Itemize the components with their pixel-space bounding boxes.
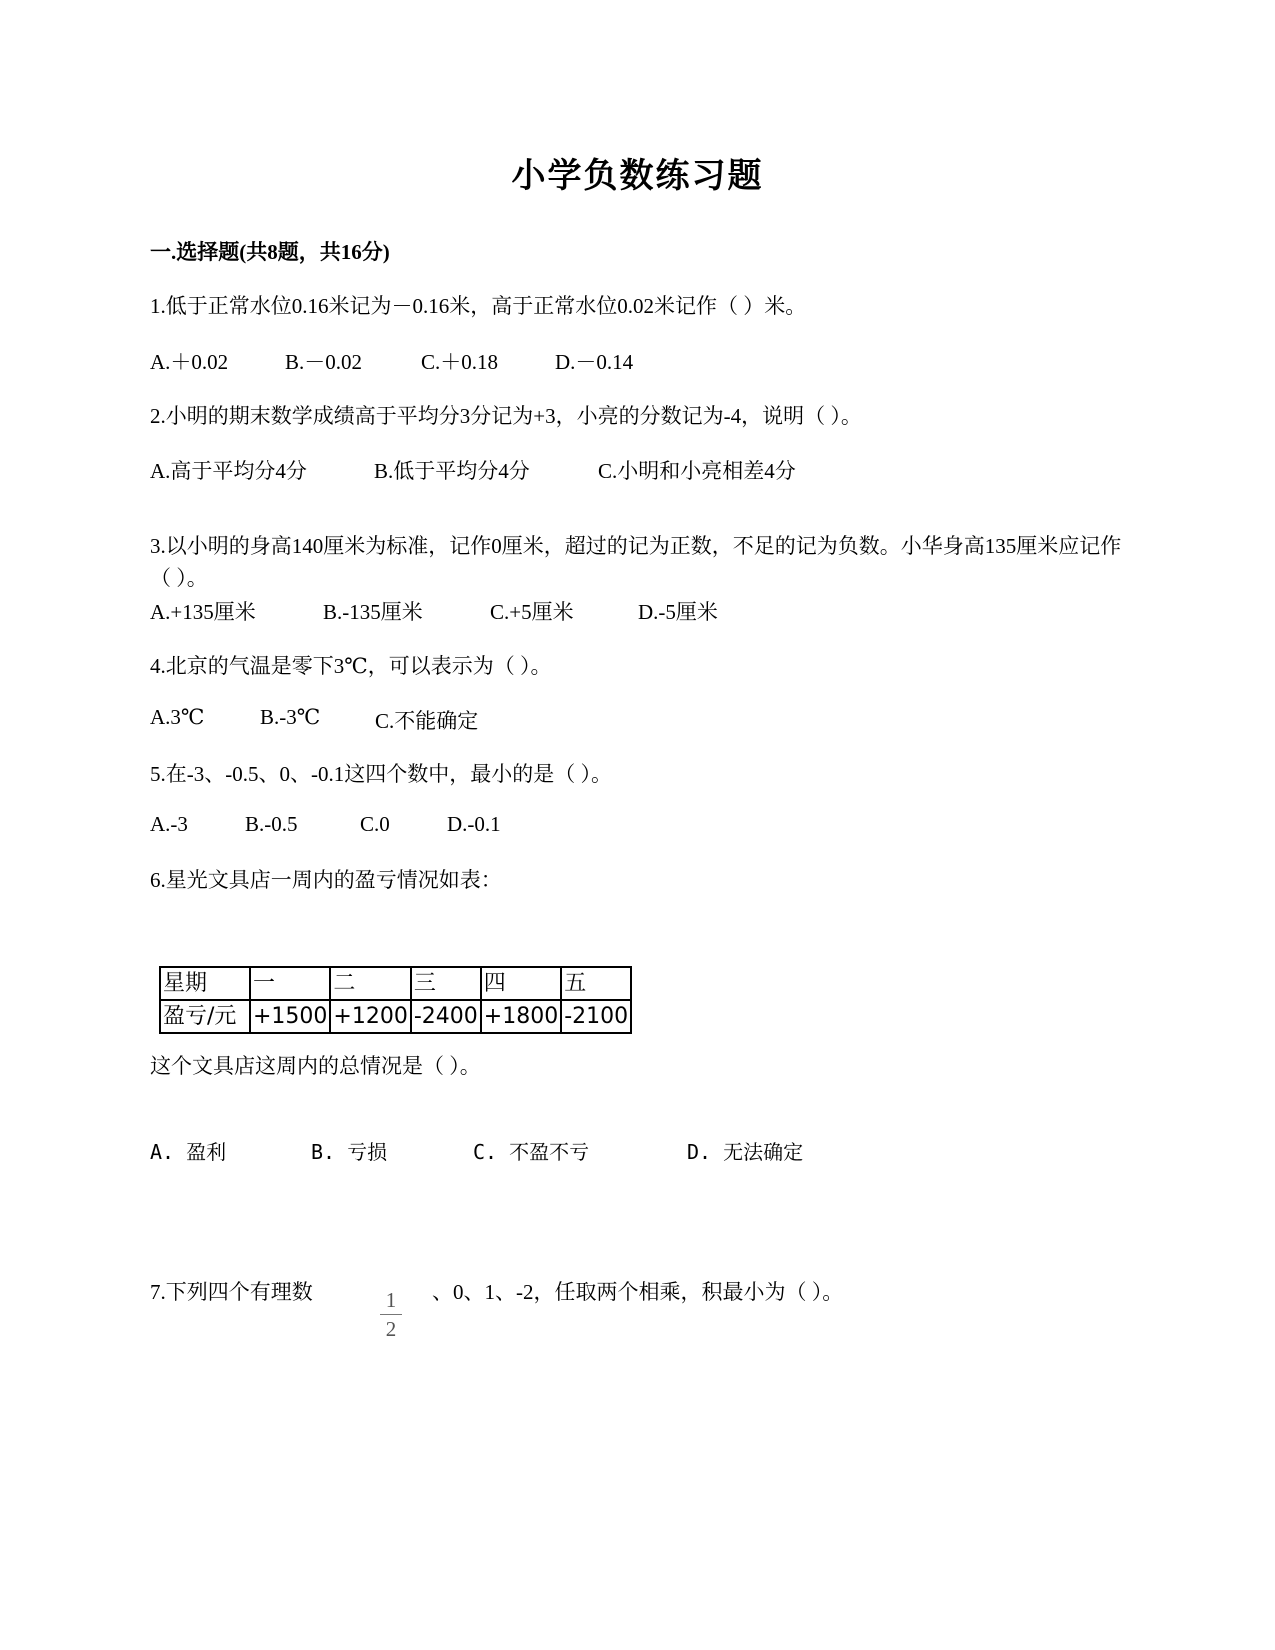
section-heading: 一.选择题(共8题，共16分) [150, 240, 390, 264]
question-6-option-c: C. 不盈不亏 [473, 1140, 590, 1164]
question-6-option-b: B. 亏损 [311, 1140, 388, 1164]
question-5-option-b: B.-0.5 [245, 812, 298, 836]
table-cell: +1800 [481, 1000, 561, 1033]
question-1-option-b: B.－0.02 [285, 350, 363, 374]
question-6-option-d: D. 无法确定 [687, 1140, 804, 1164]
fraction-bar [380, 1314, 402, 1315]
question-1-option-a: A.＋0.02 [150, 350, 229, 374]
question-5-option-c: C.0 [360, 812, 390, 836]
question-2-option-a: A.高于平均分4分 [150, 459, 307, 483]
fraction-denominator: 2 [385, 1317, 397, 1341]
table-cell: +1500 [250, 1000, 330, 1033]
profit-loss-table [159, 966, 632, 1034]
question-6-option-a: A. 盈利 [150, 1140, 227, 1164]
question-4-option-a: A.3℃ [150, 705, 205, 729]
question-6-followup: 这个文具店这周内的总情况是（ ）。 [150, 1054, 481, 1078]
question-4-option-c: C.不能确定 [375, 709, 479, 733]
table-row [160, 1000, 631, 1033]
question-7-text-after: 、0、1、-2，任取两个相乘，积最小为（ ）。 [432, 1280, 844, 1304]
table-cell: +1200 [330, 1000, 410, 1033]
question-4-text: 4.北京的气温是零下3℃，可以表示为（ ）。 [150, 654, 552, 678]
question-2-option-c: C.小明和小亮相差4分 [598, 459, 796, 483]
table-cell: 一 [250, 967, 330, 1000]
question-5-text: 5.在-3、-0.5、0、-0.1这四个数中，最小的是（ ）。 [150, 762, 612, 786]
question-3-text: 3.以小明的身高140厘米为标准，记作0厘米，超过的记为正数，不足的记为负数。小华身高135厘米应记作（ ）。 [150, 534, 1122, 590]
page-title: 小学负数练习题 [511, 158, 764, 195]
question-2-option-b: B.低于平均分4分 [374, 459, 530, 483]
question-1-option-c: C.＋0.18 [421, 350, 499, 374]
fraction-numerator: 1 [385, 1288, 397, 1312]
question-1-text: 1.低于正常水位0.16米记为－0.16米，高于正常水位0.02米记作（ ）米。 [150, 294, 807, 318]
table-cell: 二 [330, 967, 410, 1000]
question-4-option-b: B.-3℃ [260, 705, 321, 729]
question-3-option-c: C.+5厘米 [490, 600, 574, 624]
fraction-one-half [380, 1288, 402, 1341]
question-3-option-b: B.-135厘米 [323, 600, 423, 624]
question-5-option-a: A.-3 [150, 812, 188, 836]
question-7-text-before: 7.下列四个有理数 [150, 1280, 313, 1304]
table-cell: 盈亏/元 [160, 1000, 250, 1033]
table-cell: 三 [411, 967, 481, 1000]
question-3-option-a: A.+135厘米 [150, 600, 256, 624]
table-cell: -2100 [561, 1000, 631, 1033]
table-cell: 四 [481, 967, 561, 1000]
question-3-option-d: D.-5厘米 [638, 600, 718, 624]
question-6-text: 6.星光文具店一周内的盈亏情况如表： [150, 868, 502, 892]
table-header-row [160, 967, 631, 1000]
table-cell: 五 [561, 967, 631, 1000]
question-5-option-d: D.-0.1 [447, 812, 501, 836]
question-2-text: 2.小明的期末数学成绩高于平均分3分记为+3，小亮的分数记为-4，说明（ ）。 [150, 404, 862, 428]
table-cell: -2400 [411, 1000, 481, 1033]
table-cell: 星期 [160, 967, 250, 1000]
question-1-option-d: D.－0.14 [555, 350, 634, 374]
